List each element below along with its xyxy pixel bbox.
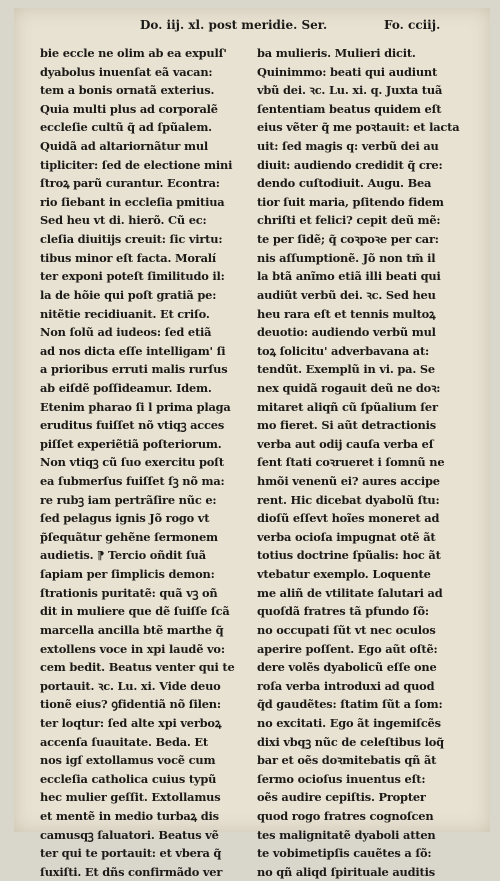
text-line: heu rara eſt et tennis multoꝝ (257, 306, 436, 321)
text-line: oẽs audire cepiſtis. Propter (257, 790, 426, 805)
text-line: dyabolus inuenſat eã vacan: (40, 64, 213, 79)
left-text-column (40, 44, 246, 881)
text-line: nitẽtie recidiuanit. Et criſo. (40, 306, 210, 321)
text-line: nex quidã rogauit deũ ne doꝛ: (257, 380, 441, 395)
text-line: eccleſie cultũ q̃ ad ſpũalem. (40, 120, 212, 135)
running-title: Do. iij. xl. post meridie. Ser. (140, 18, 328, 32)
text-line: nis aſſumptionẽ. Jõ non tm̃ il (257, 250, 436, 265)
text-line: audietis. ⁋ Tercio oñdit ſuã (40, 548, 206, 563)
text-line: ad nos dicta eſſe intelligam' ſi (40, 343, 226, 358)
text-line: Non vtiqꝫ cũ ſuo exercitu poſt (40, 455, 224, 470)
text-line: toꝝ ſolicitu' adverbavana at: (257, 343, 430, 358)
text-line: ſent ſtati coꝛrueret i ſomnũ ne (257, 455, 445, 470)
text-line: rio ſiebant in eccleſia pmitiua (40, 194, 225, 209)
text-line: p̃ſequãtur gehẽne ſermonem (40, 529, 218, 544)
text-line: no excitati. Ego ãt ingemiſcẽs (257, 715, 441, 730)
text-line: eccleſia catholica cuius typũ (40, 771, 217, 786)
text-line: tipliciter: ſed de electione mini (40, 157, 233, 172)
text-line: ba mulieris. Mulieri dicit. (257, 46, 416, 60)
text-line: nos igſ extollamus vocẽ cum (40, 753, 216, 768)
text-line: roſa verba introduxi ad quod (257, 678, 435, 693)
text-line: ſtroꝝ parũ curantur. Econtra: (40, 176, 220, 191)
text-line: q̃d gaudẽtes: ſtatim ſũt a ſom: (257, 697, 443, 712)
right-text-column (257, 44, 463, 881)
text-line: dere volẽs dyabolicũ eſſe one (257, 660, 437, 675)
text-line: quoſdã fratres tã pfundo ſõ: (257, 604, 429, 619)
text-line: ter exponi poteſt ſimilitudo il: (40, 269, 225, 284)
text-line: et mentẽ in medio turbaꝝ dis (40, 808, 219, 823)
text-line: Quinimmo: beati qui audiunt (257, 64, 438, 79)
text-line: bie eccle ne olim ab ea expulſ' (40, 46, 227, 60)
text-line: ſententiam beatus quidem eſt (257, 101, 442, 116)
text-line: no qñ aliqd ſpirituale auditis (257, 864, 435, 879)
text-line: te per ſidẽ; q̃ coꝛpoꝛe per car: (257, 232, 439, 247)
text-line: no occupati ſũt vt nec oculos (257, 622, 436, 637)
text-line: ſapiam per ſimplicis demon: (40, 567, 215, 582)
text-line: Sed heu vt di. hierõ. Cũ ec: (40, 213, 207, 228)
folio-number: Fo. cciij. (384, 18, 441, 32)
text-line: Quia multi plus ad corporalẽ (40, 101, 218, 116)
text-line: camusqꝫ ſaluatori. Beatus vẽ (40, 827, 219, 842)
text-line: rent. Hic dicebat dyabolũ ſtu: (257, 492, 440, 507)
text-line: verba ocioſa impugnat otẽ ãt (257, 529, 436, 544)
text-line: tior ſuit maria, pſitendo fidem (257, 194, 444, 209)
text-line: totius doctrine ſpũalis: hoc ãt (257, 548, 441, 563)
text-line: bar et oẽs doꝛmitebatis qñ ãt (257, 753, 437, 768)
text-line: tibus minor eſt facta. Moralí (40, 250, 217, 265)
text-line: dixi vbqꝫ nũc de celeſtibus loq̃ (257, 734, 444, 749)
text-line: piſſet experiẽtiã poſteriorum. (40, 436, 222, 451)
text-line: ſuxiſti. Et dñs confirmãdo ver (40, 864, 223, 879)
text-line: hmõi venenũ ei? aures accipe (257, 474, 440, 489)
text-line: Quidã ad altariornãtur mul (40, 139, 209, 154)
text-line: Etenim pharao ſi l prima plaga (40, 399, 231, 414)
text-line: ſtrationis puritatẽ: quã vꝫ oñ (40, 585, 218, 600)
text-line: uit: ſed magis q: verbũ dei au (257, 139, 439, 154)
text-line: ſermo ocioſus inuentus eſt: (257, 771, 426, 786)
text-line: eius vẽter q̃ me poꝛtauit: et lacta (257, 120, 460, 135)
text-line: tionẽ eius? ꝯfidentiã nõ ſilen: (40, 697, 221, 712)
text-line: vbũ dei. ꝛc. Lu. xi. q. Juxta tuã (257, 83, 443, 98)
text-line: marcella ancilla btẽ marthe q̃ (40, 622, 224, 637)
text-line: tendũt. Exemplũ in vi. pa. Se (257, 362, 435, 377)
text-line: ſed pelagus ignis Jõ rogo vt (40, 511, 210, 526)
text-line: ter loqtur: ſed alte xpi verboꝝ (40, 715, 222, 730)
text-line: quod rogo fratres cognoſcen (257, 808, 434, 823)
text-line: a prioribus erruti malis rurſus (40, 362, 228, 377)
text-line: vtebatur exemplo. Loquente (257, 567, 431, 582)
page-header (14, 8, 490, 44)
text-line: deuotio: audiendo verbũ mul (257, 325, 436, 340)
text-line: eruditus fuiſſet nõ vtiqꝫ acces (40, 418, 225, 433)
text-line: accenſa ſuauitate. Beda. Et (40, 734, 208, 749)
text-line: portauit. ꝛc. Lu. xi. Vide deuo (40, 678, 221, 693)
text-line: re rubꝫ iam pertrãſire nũc e: (40, 492, 217, 507)
text-line: dendo cuſtodiuit. Augu. Bea (257, 176, 432, 191)
book-page (14, 8, 490, 879)
text-line: verba aut odij cauſa verba eſ (257, 436, 434, 451)
text-line: diuit: audiendo credidit q̃ cre: (257, 157, 443, 172)
text-line: chriſti et felici? cepit deũ mẽ: (257, 213, 441, 228)
text-line: tes malignitatẽ dyaboli atten (257, 827, 436, 842)
text-line: dit in muliere que dẽ ſuiſſe ſcã (40, 604, 230, 619)
text-line: extollens voce in xpi laudẽ vo: (40, 641, 225, 656)
text-line: cleſia diuitijs creuit: ſic virtu: (40, 232, 223, 247)
text-line: ea ſubmerſus fuiſſet ſꝫ nõ ma: (40, 474, 225, 489)
text-line: audiũt verbũ dei. ꝛc. Sed heu (257, 287, 436, 302)
text-line: la de hõie qui poſt gratiã pe: (40, 287, 217, 302)
text-line: me aliñ de vtilitate ſalutari ad (257, 585, 443, 600)
text-line: aperire poſſent. Ego aũt oſtẽ: (257, 641, 438, 656)
text-line: dioſũ eſſevt hoĩes moneret ad (257, 511, 440, 526)
text-line: mo fieret. Si aũt detractionis (257, 418, 436, 433)
text-line: hec mulier geſſit. Extollamus (40, 790, 221, 805)
text-line: tem a bonis ornatã exterius. (40, 83, 215, 98)
text-line: mitaret aliqñ cũ ſpũalium ſer (257, 399, 438, 414)
text-line: ter qui te portauit: et vbera q̃ (40, 846, 222, 861)
text-line: la btã anĩmo etiã illi beati qui (257, 269, 441, 284)
text-line: ab eiſdẽ poſſideamur. Idem. (40, 380, 212, 395)
text-line: te vobimetipſis cauẽtes a ſõ: (257, 846, 432, 861)
text-line: cem bedit. Beatus venter qui te (40, 660, 235, 675)
text-line: Non ſolũ ad iudeos: ſed etiã (40, 325, 212, 340)
